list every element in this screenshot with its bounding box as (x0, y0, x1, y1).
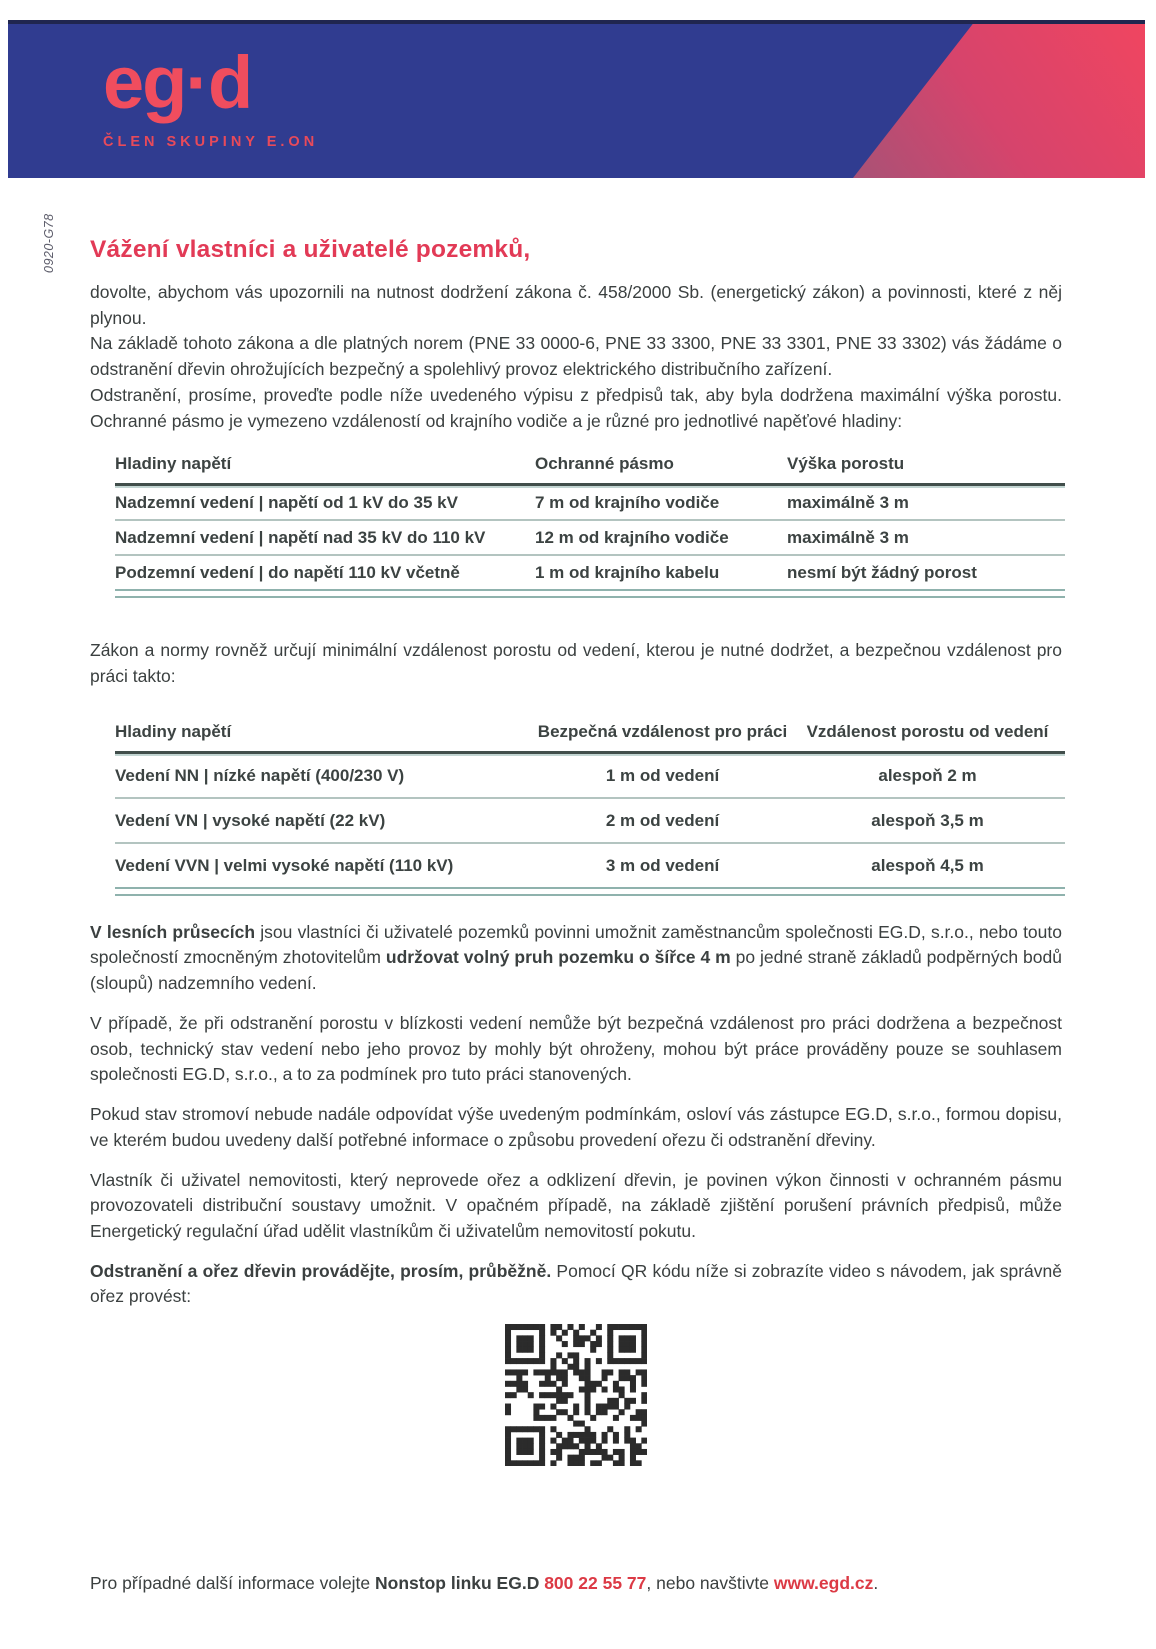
table-cell: 12 m od krajního vodiče (535, 528, 729, 548)
egd-logo-block (103, 41, 319, 150)
table-row (115, 486, 1065, 521)
table-cell: Podzemní vedení | do napětí 110 kV včetně (115, 563, 460, 583)
column-header: Hladiny napětí (115, 454, 232, 474)
intro-paragraph-2: Na základě tohoto zákona a dle platných norem (PNE 33 0000-6, PNE 33 3300, PNE 33 3301, PNE 33 3302) vás žádáme o odstranění dřevin ohrožujících bezpečný a spolehlivý provoz elektrického distribučního zařízení. (90, 333, 1062, 380)
table-row (115, 844, 1065, 887)
table-cell: nesmí být žádný porost (787, 563, 977, 583)
table-cell: maximálně 3 m (787, 528, 909, 548)
table-cell: maximálně 3 m (787, 493, 909, 513)
letter-body (90, 236, 1062, 1466)
column-header: Vzdálenost porostu od vedení (806, 721, 1049, 741)
table-cell: 7 m od krajního vodiče (535, 493, 720, 513)
column-header: Ochranné pásmo (535, 454, 674, 474)
table-cell: 1 m od krajního kabelu (535, 563, 720, 583)
table-cell: Vedení VVN | velmi vysoké napětí (110 kV) (115, 855, 454, 875)
table-row (115, 521, 1065, 556)
table-cell: Vedení VN | vysoké napětí (22 kV) (115, 810, 386, 830)
column-header: Hladiny napětí (115, 721, 232, 741)
table-cell: alespoň 4,5 m (871, 855, 984, 875)
table-cell: alespoň 3,5 m (871, 810, 984, 830)
qr-code-icon (505, 1324, 647, 1466)
side-print-code: 0920-G78 (42, 213, 56, 273)
qr-instruction-paragraph: Odstranění a ořez dřevin provádějte, prosím, průběžně. Pomocí QR kódu níže si zobrazíte video s návodem, jak správně ořez provést: (90, 1260, 1063, 1307)
table-cell: Nadzemní vedení | napětí nad 35 kV do 110 kV (115, 528, 486, 548)
table-cell: 1 m od vedení (605, 765, 720, 785)
table-bottom-rule (115, 887, 1065, 896)
footer-note: Pro případné další informace volejte Nonstop linku EG.D 800 22 55 77, nebo navštivte www.egd.cz. (90, 1573, 879, 1593)
egd-logo: eg·d (103, 41, 252, 124)
logo-tagline: ČLEN SKUPINY E.ON (103, 134, 319, 150)
table-header-row (115, 718, 1065, 754)
column-header: Bezpečná vzdálenost pro práci (537, 721, 788, 741)
between-tables-paragraph: Zákon a normy rovněž určují minimální vzdálenost porostu od vedení, kterou je nutné dodržet, a bezpečnou vzdálenost pro práci takto: (90, 640, 1062, 687)
qr-code-container (505, 1324, 647, 1466)
intro-paragraph-3: Odstranění, prosíme, proveďte podle níže uvedeného výpisu z předpisů tak, aby byla dodržena maximální výška porostu. Ochranné pásmo je vymezeno vzdáleností od krajního vodiče a je různé pro jednotlivé napěťové hladiny: (90, 384, 1062, 431)
protection-zone-table (115, 450, 1065, 598)
table-header-row (115, 450, 1065, 486)
header-accent-shape (853, 24, 1145, 178)
table-row (115, 556, 1065, 589)
forest-clearings-paragraph: V lesních průsecích jsou vlastníci či uživatelé pozemků povinni umožnit zaměstnancům společnosti EG.D, s.r.o., nebo touto společností zmocněným zhotovitelům udržovat volný pruh pozemku o šířce 4 m po jedné straně základů podpěrných bodů (sloupů) nadzemního vedení. (90, 921, 1062, 994)
safe-distance-table (115, 718, 1065, 896)
table-bottom-rule (115, 589, 1065, 598)
table-row (115, 754, 1065, 799)
header-banner (8, 20, 1145, 178)
table-cell: Vedení NN | nízké napětí (400/230 V) (115, 765, 405, 785)
page-title: Vážení vlastníci a uživatelé pozemků, (90, 236, 531, 263)
intro-paragraph-1: dovolte, abychom vás upozornili na nutnost dodržení zákona č. 458/2000 Sb. (energetický zákon) a povinnosti, které z něj plynou. (90, 282, 1062, 328)
table-cell: 3 m od vedení (605, 855, 720, 875)
column-header: Výška porostu (787, 454, 905, 474)
table-row (115, 799, 1065, 844)
owner-obligation-paragraph: Vlastník či uživatel nemovitosti, který neprovede ořez a odklizení dřevin, je povinen výkon činnosti v ochranném pásmu provozovateli distribuční soustavy umožnit. V opačném případě, na základě zjištění porušení právních předpisů, může Energetický regulační úřad udělit vlastníkům či uživatelům nemovitostí pokutu. (90, 1169, 1062, 1241)
table-cell: 2 m od vedení (605, 810, 720, 830)
notice-letter-paragraph: Pokud stav stromoví nebude nadále odpovídat výše uvedeným podmínkám, osloví vás zástupce EG.D, s.r.o., formou dopisu, ve kterém budou uvedeny další potřebné informace o způsobu provedení ořezu či odstranění dřeviny. (90, 1104, 1062, 1150)
table-cell: Nadzemní vedení | napětí od 1 kV do 35 kV (115, 493, 458, 513)
work-conditions-paragraph: V případě, že při odstranění porostu v blízkosti vedení nemůže být bezpečná vzdálenost pro práci dodržena a bezpečnost osob, technický stav vedení nebo jeho provoz by mohly být ohroženy, mohou být práce prováděny pouze se souhlasem společnosti EG.D, s.r.o., a to za podmínek pro tuto práci stanovených. (90, 1012, 1062, 1085)
table-cell: alespoň 2 m (878, 765, 977, 785)
